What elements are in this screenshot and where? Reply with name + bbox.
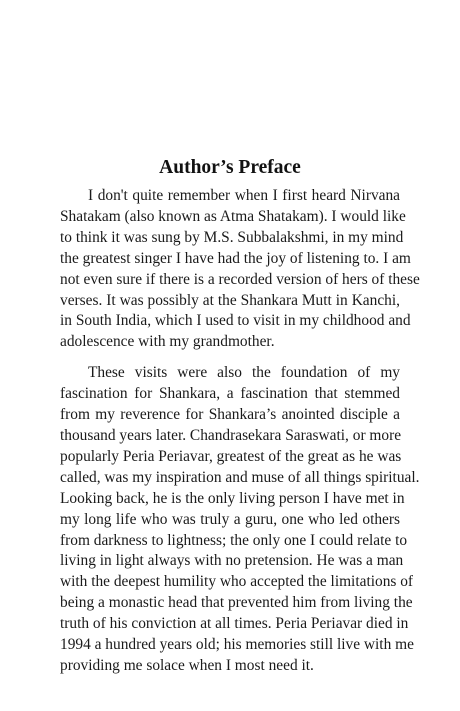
text-line: the greatest singer I have had the joy of listening to. I am [60, 249, 411, 267]
body-text [60, 186, 420, 687]
text-line: Looking back, he is the only living person I have met in [60, 489, 405, 507]
text-line: verses. It was possibly at the Shankara Mutt in Kanchi, [60, 291, 400, 309]
text-line: from my reverence for Shankara’s anointed disciple a [60, 406, 400, 424]
text-line: These visits were also the foundation of my [88, 364, 400, 382]
text-line: with the deepest humility who accepted the limitations of [60, 573, 414, 591]
text-line: to think it was sung by M.S. Subbalakshmi, in my mind [60, 228, 404, 246]
text-line: I don't quite remember when I first heard Nirvana [88, 187, 400, 204]
text-line: from darkness to lightness; the only one I could relate to [60, 531, 408, 549]
text-line: truth of his conviction at all times. Peria Periavar died in [60, 615, 409, 633]
text-line: not even sure if there is a recorded version of hers of these [60, 270, 420, 288]
text-line: 1994 a hundred years old; his memories still live with me [60, 636, 414, 654]
text-line: providing me solace when I most need it. [60, 656, 314, 674]
text-line: living in light always with no pretension. He was a man [60, 552, 404, 570]
paragraph-1 [60, 186, 420, 353]
paragraph-2 [60, 363, 420, 677]
text-line: being a monastic head that prevented him from living the [60, 594, 413, 612]
text-line: Shatakam (also known as Atma Shatakam). I would like [60, 207, 406, 225]
text-line: in South India, which I used to visit in my childhood and [60, 312, 411, 330]
text-line: adolescence with my grandmother. [60, 333, 275, 351]
text-line: called, was my inspiration and muse of all things spiritual. [60, 468, 420, 486]
text-line: thousand years later. Chandrasekara Saraswati, or more [60, 426, 402, 444]
chapter-title: Author’s Preface [159, 157, 301, 178]
text-line: my long life who was truly a guru, one who led others [60, 510, 400, 528]
text-line: popularly Peria Periavar, greatest of the great as he was [60, 447, 402, 465]
text-line: fascination for Shankara, a fascination that stemmed [60, 385, 400, 403]
